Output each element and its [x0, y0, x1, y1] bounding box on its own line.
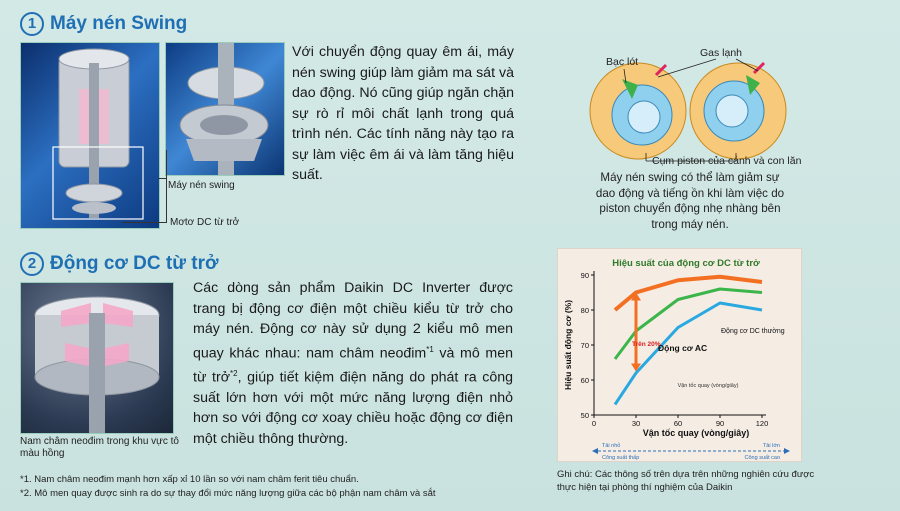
section1-number-badge: 1: [20, 12, 44, 36]
footnote-2: *2. Mô men quay được sinh ra do sự thay đổi mức năng lượng giữa các bộ phận nam châm và sắt: [20, 488, 436, 499]
legend-low-load: Tải nhỏ: [602, 443, 621, 449]
swing-compressor-zoom-illustration: [166, 43, 284, 175]
chart-title: Hiệu suất của động cơ DC từ trở: [612, 258, 760, 269]
section1-title-text: Máy nén Swing: [50, 13, 188, 34]
series-label-dc-motor: Động cơ DC thường: [721, 328, 785, 335]
footnote-1: *1. Nam châm neođim mạnh hơn xấp xỉ 10 lần so với nam châm ferit tiêu chuẩn.: [20, 474, 359, 485]
efficiency-chart: [557, 248, 802, 462]
chart-y-axis-label: Hiệu suất động cơ (%): [563, 299, 573, 391]
section2-paragraph: [193, 278, 513, 449]
footnote-ref-2: *2: [230, 368, 238, 378]
efficiency-chart-svg: [558, 249, 801, 461]
label-piston-assembly: Cụm piston của cánh và con lăn: [652, 155, 802, 167]
chart-x-tick-label: 0: [591, 419, 597, 428]
section2-number-badge: 2: [20, 252, 44, 276]
section1-title: [20, 12, 187, 36]
chart-y-tick-label: 90: [580, 271, 589, 280]
load-legend: [592, 442, 790, 461]
annotation-label: Trên 20%: [632, 341, 661, 348]
leader-line-motor: [122, 150, 167, 223]
label-swing-compressor: Máy nén swing: [168, 180, 235, 191]
section2-title-text: Động cơ DC từ trở: [50, 253, 219, 274]
label-bushing: Bạc lót: [606, 56, 639, 68]
chart-x-tick-label: 60: [673, 419, 683, 428]
chart-y-tick-label: 70: [580, 341, 589, 350]
swing-compressor-zoom-photo: [165, 42, 285, 176]
magnet-rotor-illustration: [21, 283, 173, 433]
magnet-photo-caption: Nam châm neođim trong khu vực tô màu hồng: [20, 436, 179, 459]
chart-y-tick-label: 50: [580, 411, 589, 420]
chart-y-tick-label: 80: [580, 306, 589, 315]
neodymium-magnet-photo: [20, 282, 174, 434]
section2-title: [20, 252, 219, 276]
swing-diagram-caption: Máy nén swing có thể làm giảm sự dao động và tiếng ồn khi làm việc do piston chuyển động nhẹ nhàng bên trong máy nén.: [595, 171, 785, 231]
chart-inner-x-label: Vận tốc quay (vòng/giây): [677, 383, 739, 389]
chart-note: Ghi chú: Các thông số trên dựa trên những nghiên cứu được thực hiện tại phòng thí nghiệm của Daikin: [557, 469, 815, 493]
footnote-ref-1: *1: [426, 344, 434, 354]
section2-paragraph-part3: , giúp tiết kiệm điện năng do phát ra công suất lớn hơn với một mức năng lượng điện nhỏ hơn so với động cơ xoay chiều hoặc động cơ điện một chiều thông thường.: [193, 369, 513, 447]
chart-annotation-group: [631, 293, 641, 372]
chart-x-tick-label: 120: [755, 419, 769, 428]
label-dc-motor: Mơtơ DC từ trở: [170, 217, 240, 228]
label-refrigerant-gas: Gas lạnh: [700, 47, 743, 59]
chart-x-tick-label: 30: [631, 419, 641, 428]
chart-y-tick-label: 60: [580, 376, 589, 385]
legend-low-capacity: Công suất thấp: [602, 455, 640, 461]
legend-high-capacity: Công suất cao: [744, 455, 780, 461]
series-label-ac-motor: Động cơ AC: [658, 343, 708, 353]
section1-paragraph: Với chuyển động quay êm ái, máy nén swing giúp làm giảm ma sát và dao động. Nó cũng giúp ngăn chặn sự rò rỉ môi chất lạnh trong quá trình nén. Các tính năng này tạo ra sự làm việc êm ái và làm tăng hiệu suất.: [292, 44, 514, 183]
legend-high-load: Tải lớn: [762, 443, 780, 449]
section2-paragraph-part2: và mô men từ trở: [193, 345, 513, 386]
chart-x-tick-label: 90: [715, 419, 725, 428]
chart-x-axis-label: Vận tốc quay (vòng/giây): [642, 428, 750, 438]
section2-paragraph-part1: Các dòng sản phẩm Daikin DC Inverter được trang bị động cơ điện một chiều kiểu từ trở cho máy nén. Động cơ này sử dụng 2 kiểu mô men quay khác nhau: nam châm neođim: [193, 280, 513, 362]
